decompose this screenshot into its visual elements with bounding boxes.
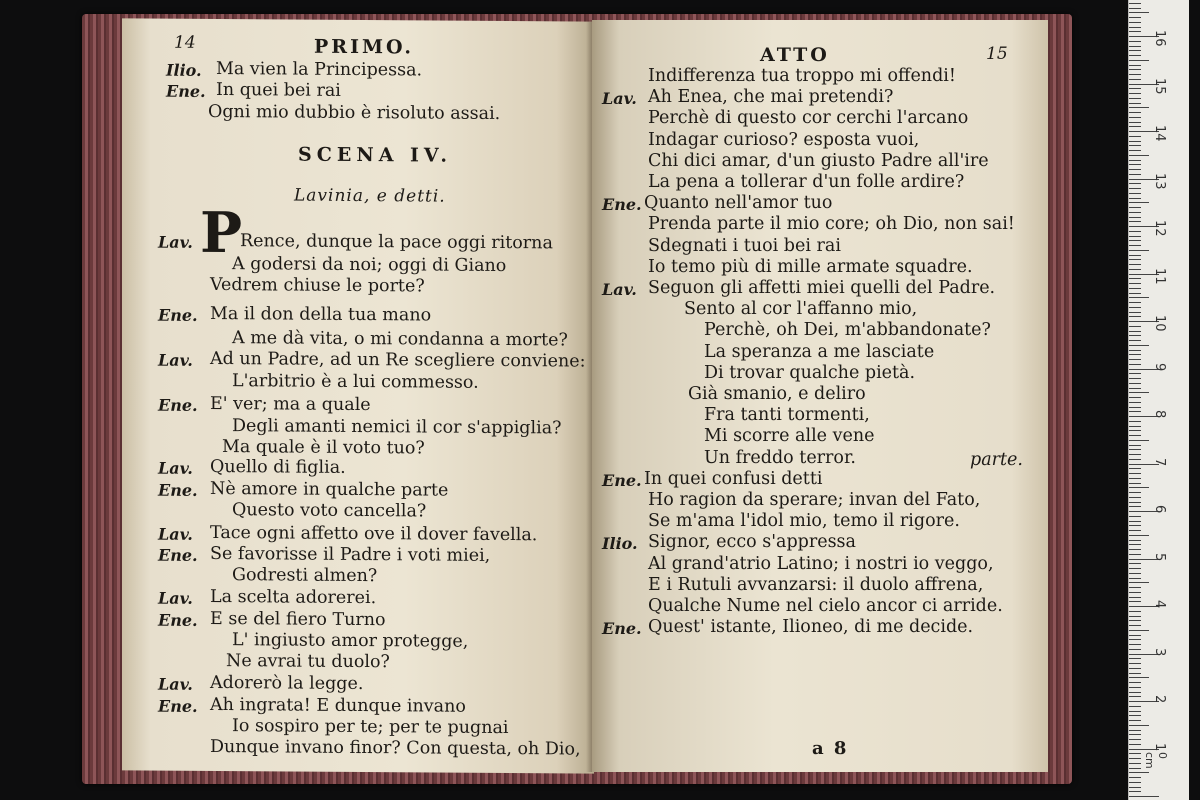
verse-line: Sdegnati i tuoi bei rai <box>648 236 841 256</box>
verse-line: In quei confusi detti <box>644 469 823 489</box>
ruler-tick <box>1129 141 1141 142</box>
ruler-tick <box>1129 744 1141 745</box>
ruler-tick <box>1129 98 1141 99</box>
ruler-number: 16 <box>1152 30 1167 47</box>
verse-line: Ne avrai tu duolo? <box>226 651 390 673</box>
verse-line: La speranza a me lasciate <box>704 342 935 362</box>
ruler-number: 4 <box>1152 600 1167 609</box>
verse-line: Mi scorre alle vene <box>704 426 875 446</box>
ruler-tick <box>1129 31 1141 32</box>
ruler-tick <box>1129 544 1141 545</box>
ruler-tick <box>1129 335 1141 336</box>
verse-line: Io sospiro per te; per te pugnai <box>232 716 509 739</box>
ruler-number: 1 <box>1152 742 1167 751</box>
verse-line: Quello di figlia. <box>210 456 346 478</box>
verse-line: A godersi da noi; oggi di Giano <box>232 254 507 277</box>
ruler-tick <box>1129 302 1141 303</box>
verse-line: Ah ingrata! E dunque invano <box>210 694 466 717</box>
ruler-tick <box>1129 22 1141 23</box>
ruler-tick <box>1129 293 1141 294</box>
verse-line: Prenda parte il mio core; oh Dio, non sai! <box>648 214 1015 234</box>
verse-line: Io temo più di mille armate squadre. <box>648 257 973 277</box>
ruler-tick <box>1129 378 1141 379</box>
ruler-tick <box>1129 454 1141 455</box>
ruler-tick <box>1129 297 1149 298</box>
ruler-tick <box>1129 188 1141 189</box>
ruler-tick <box>1129 430 1141 431</box>
ruler-tick <box>1129 730 1141 731</box>
verse-line: Quest' istante, Ilioneo, di me decide. <box>648 617 974 637</box>
verse-line: Perchè di questo cor cerchi l'arcano <box>648 108 969 128</box>
verse-line: La pena a tollerar d'un folle ardire? <box>648 172 965 192</box>
ruler-tick <box>1129 692 1141 693</box>
ruler-number: 7 <box>1152 457 1167 466</box>
ruler-tick <box>1129 478 1141 479</box>
ruler-tick <box>1129 573 1141 574</box>
right-running-head: ATTO <box>760 44 830 66</box>
ruler-tick <box>1129 421 1141 422</box>
ruler-number: 9 <box>1152 362 1167 371</box>
verse-line: Questo voto cancella? <box>232 500 427 522</box>
verse-line: Fra tanti tormenti, <box>704 405 870 425</box>
ruler-tick <box>1129 93 1141 94</box>
verse-line: Degli amanti nemici il cor s'appiglia? <box>232 416 562 439</box>
speaker: Ilio. <box>602 534 638 553</box>
ruler-tick <box>1129 644 1141 645</box>
ruler-tick <box>1129 540 1141 541</box>
ruler-tick <box>1129 639 1141 640</box>
ruler-tick <box>1129 459 1141 460</box>
ruler-tick <box>1129 530 1141 531</box>
speaker: Ene. <box>158 696 198 716</box>
ruler-tick <box>1129 597 1141 598</box>
verse-line: Ad un Padre, ad un Re scegliere conviene: <box>210 348 586 372</box>
ruler-tick <box>1129 50 1141 51</box>
ruler-tick <box>1129 207 1141 208</box>
ruler-tick <box>1129 307 1141 308</box>
right-page-number: 15 <box>986 44 1008 64</box>
verse-line: Ogni mio dubbio è risoluto assai. <box>208 101 501 124</box>
ruler-tick <box>1129 696 1141 697</box>
verse-line: Già smanio, e deliro <box>688 384 866 404</box>
ruler-number: 10 <box>1152 315 1167 332</box>
ruler-tick <box>1129 635 1141 636</box>
verse-line: Signor, ecco s'appressa <box>648 532 856 552</box>
ruler-tick <box>1129 74 1141 75</box>
ruler-tick <box>1129 27 1141 28</box>
ruler-tick <box>1129 359 1141 360</box>
ruler-tick <box>1129 240 1141 241</box>
ruler-tick <box>1129 193 1141 194</box>
ruler-tick <box>1129 658 1141 659</box>
ruler-tick <box>1129 492 1141 493</box>
ruler-tick <box>1129 17 1141 18</box>
left-page <box>122 18 594 773</box>
speaker: Ene. <box>158 545 198 565</box>
ruler-tick <box>1129 126 1141 127</box>
ruler-tick <box>1129 620 1141 621</box>
ruler-tick <box>1129 278 1141 279</box>
speaker: Lav. <box>602 280 637 299</box>
ruler-tick <box>1129 250 1149 251</box>
ruler-tick <box>1129 41 1141 42</box>
ruler-tick <box>1129 174 1141 175</box>
ruler-tick <box>1129 103 1141 104</box>
ruler-number: 12 <box>1152 220 1167 237</box>
ruler-tick <box>1129 468 1141 469</box>
scene-title: SCENA IV. <box>298 143 452 167</box>
verse-line: Tace ogni affetto ove il dover favella. <box>210 522 538 546</box>
ruler-tick <box>1129 122 1141 123</box>
measuring-ruler <box>1128 0 1189 800</box>
speaker: Ene. <box>602 471 642 490</box>
ruler-tick <box>1129 768 1141 769</box>
verse-line: Quanto nell'amor tuo <box>644 193 833 213</box>
ruler-tick <box>1129 426 1141 427</box>
ruler-tick <box>1129 388 1141 389</box>
ruler-tick <box>1129 587 1141 588</box>
ruler-tick <box>1129 407 1141 408</box>
right-page <box>592 20 1048 772</box>
ruler-tick <box>1129 440 1149 441</box>
ruler-tick <box>1129 487 1149 488</box>
verse-line: Ma vien la Principessa. <box>216 59 423 81</box>
ruler-tick <box>1129 65 1141 66</box>
ruler-tick <box>1129 734 1141 735</box>
verse-line: In quei bei rai <box>216 80 341 101</box>
ruler-tick <box>1129 8 1141 9</box>
verse-line: L'arbitrio è a lui commesso. <box>232 371 479 393</box>
ruler-tick <box>1129 502 1141 503</box>
ruler-tick <box>1129 706 1141 707</box>
ruler-tick <box>1129 711 1141 712</box>
ruler-tick <box>1129 364 1141 365</box>
speaker: Ene. <box>158 305 198 325</box>
ruler-tick <box>1129 521 1141 522</box>
ruler-tick <box>1129 145 1141 146</box>
ruler-tick <box>1129 79 1141 80</box>
ruler-tick <box>1129 397 1141 398</box>
verse-line: Rence, dunque la pace oggi ritorna <box>240 231 553 254</box>
ruler-tick <box>1129 677 1149 678</box>
ruler-tick <box>1129 663 1141 664</box>
verse-line: Godresti almen? <box>232 565 378 587</box>
ruler-tick <box>1129 739 1141 740</box>
verse-line: E i Rutuli avvanzarsi: il duolo affrena, <box>648 575 984 595</box>
ruler-number: 15 <box>1152 77 1167 95</box>
ruler-tick <box>1129 245 1141 246</box>
speaker: Ene. <box>158 610 198 630</box>
ruler-tick <box>1129 673 1141 674</box>
signature-mark: a 8 <box>812 738 849 759</box>
speaker: Lav. <box>158 588 193 608</box>
ruler-number: 8 <box>1152 410 1167 419</box>
ruler-tick <box>1129 331 1141 332</box>
speaker: Ilio. <box>166 60 202 80</box>
ruler-tick <box>1129 55 1141 56</box>
verse-line: Ma il don della tua mano <box>210 303 432 326</box>
verse-line: Indagar curioso? esposta vuoi, <box>648 130 920 150</box>
ruler-tick <box>1129 217 1141 218</box>
verse-line: Se favorisse il Padre i voti miei, <box>210 543 491 566</box>
ruler-tick <box>1129 782 1141 783</box>
ruler-tick <box>1129 350 1141 351</box>
ruler-tick <box>1129 202 1149 203</box>
verse-line: Qualche Nume nel cielo ancor ci arride. <box>648 596 1003 616</box>
ruler-tick <box>1129 136 1141 137</box>
speaker: Lav. <box>158 674 193 694</box>
ruler-tick <box>1129 720 1141 721</box>
verse-line: Adorerò la legge. <box>210 672 364 695</box>
ruler-tick <box>1129 269 1141 270</box>
ruler-tick <box>1129 283 1141 284</box>
ruler-tick <box>1129 725 1149 726</box>
ruler-tick <box>1129 183 1141 184</box>
speaker: Ene. <box>602 195 642 214</box>
verse-line: Indifferenza tua troppo mi offendi! <box>648 66 956 86</box>
exit-note: parte. <box>970 450 1023 470</box>
ruler-tick <box>1129 497 1141 498</box>
ruler-tick <box>1129 411 1141 412</box>
ruler-tick <box>1129 715 1141 716</box>
ruler-tick <box>1129 668 1141 669</box>
verse-line: Perchè, oh Dei, m'abbandonate? <box>704 320 991 340</box>
verse-line: E se del fiero Turno <box>210 608 386 631</box>
ruler-tick <box>1129 46 1141 47</box>
speaker: Lav. <box>158 350 193 370</box>
ruler-tick <box>1129 231 1141 232</box>
ruler-tick <box>1129 107 1149 108</box>
ruler-tick <box>1129 791 1141 792</box>
left-running-head: PRIMO. <box>314 35 415 59</box>
ruler-tick <box>1129 354 1141 355</box>
speaker: Ene. <box>158 480 198 500</box>
speaker: Lav. <box>158 232 193 252</box>
ruler-tick <box>1129 601 1141 602</box>
verse-line: Vedrem chiuse le porte? <box>210 274 425 297</box>
ruler-tick <box>1129 117 1141 118</box>
ruler-number: 11 <box>1152 267 1167 285</box>
ruler-tick <box>1129 316 1141 317</box>
speaker: Ene. <box>602 619 642 638</box>
ruler-tick <box>1129 112 1141 113</box>
ruler-number: 14 <box>1152 125 1167 142</box>
ruler-tick <box>1129 383 1141 384</box>
ruler-tick <box>1129 616 1141 617</box>
ruler-tick <box>1129 506 1141 507</box>
speaker: Ene. <box>166 81 206 101</box>
verse-line: Sento al cor l'affanno mio, <box>684 299 918 319</box>
ruler-tick <box>1129 516 1141 517</box>
ruler-tick <box>1129 535 1149 536</box>
ruler-tick <box>1129 483 1141 484</box>
ruler-tick <box>1129 682 1141 683</box>
verse-line: La scelta adorerei. <box>210 586 377 609</box>
ruler-number: 5 <box>1152 552 1167 561</box>
ruler-tick <box>1129 582 1149 583</box>
ruler-tick <box>1129 373 1141 374</box>
ruler-tick <box>1129 288 1141 289</box>
verse-line: Se m'ama l'idol mio, temo il rigore. <box>648 511 960 531</box>
ruler-tick <box>1129 473 1141 474</box>
ruler-tick <box>1129 221 1141 222</box>
ruler-tick <box>1129 568 1141 569</box>
ruler-tick <box>1129 549 1141 550</box>
ruler-tick <box>1129 164 1141 165</box>
ruler-tick <box>1129 236 1141 237</box>
verse-line: Chi dici amar, d'un giusto Padre all'ire <box>648 151 989 171</box>
ruler-tick <box>1129 169 1141 170</box>
ruler-tick <box>1129 787 1141 788</box>
verse-line: Ah Enea, che mai pretendi? <box>648 87 894 107</box>
ruler-tick <box>1129 611 1141 612</box>
verse-line: Un freddo terror. <box>704 448 856 468</box>
ruler-tick <box>1129 88 1141 89</box>
ruler-tick <box>1129 392 1149 393</box>
ruler-tick <box>1129 69 1141 70</box>
verse-line: Dunque invano finor? Con questa, oh Dio, <box>210 736 581 760</box>
ruler-tick <box>1129 402 1141 403</box>
ruler-tick <box>1129 259 1141 260</box>
ruler-tick <box>1129 554 1141 555</box>
ruler-tick <box>1129 445 1141 446</box>
verse-line: Ho ragion da sperare; invan del Fato, <box>648 490 981 510</box>
speaker: Lav. <box>602 89 637 108</box>
verse-line: Di trovar qualche pietà. <box>704 363 916 383</box>
ruler-tick <box>1129 625 1141 626</box>
ruler-tick <box>1129 160 1141 161</box>
verse-line: Ma quale è il voto tuo? <box>222 437 425 459</box>
ruler-tick <box>1129 155 1149 156</box>
verse-line: L' ingiusto amor protegge, <box>232 630 469 652</box>
ruler-tick <box>1129 198 1141 199</box>
stage-direction: Lavinia, e detti. <box>294 185 446 207</box>
ruler-tick <box>1129 264 1141 265</box>
ruler-number: 13 <box>1152 172 1167 190</box>
speaker: Lav. <box>158 524 193 544</box>
ruler-number: 2 <box>1152 695 1167 704</box>
verse-line: Al grand'atrio Latino; i nostri io veggo, <box>648 554 994 574</box>
ruler-tick <box>1129 212 1141 213</box>
ruler-tick <box>1129 150 1141 151</box>
ruler-tick <box>1129 772 1149 773</box>
ruler-tick <box>1129 777 1141 778</box>
ruler-tick <box>1129 255 1141 256</box>
ruler-tick <box>1129 3 1141 4</box>
ruler-tick <box>1129 60 1149 61</box>
ruler-tick <box>1129 758 1141 759</box>
verse-line: A me dà vita, o mi condanna a morte? <box>232 328 568 351</box>
speaker: Ene. <box>158 395 198 415</box>
speaker: Lav. <box>158 458 193 478</box>
ruler-tick <box>1129 340 1141 341</box>
drop-cap: P <box>200 199 243 267</box>
ruler-tick <box>1129 449 1141 450</box>
ruler-tick <box>1129 525 1141 526</box>
verse-line: E' ver; ma a quale <box>210 393 371 416</box>
ruler-tick <box>1129 312 1141 313</box>
ruler-unit-label: 0 cm <box>1143 752 1169 769</box>
verse-line: Nè amore in qualche parte <box>210 478 449 501</box>
ruler-tick <box>1129 630 1149 631</box>
left-page-number: 14 <box>174 32 196 53</box>
ruler-tick <box>1129 326 1141 327</box>
verse-line: Seguon gli affetti miei quelli del Padre. <box>648 278 996 298</box>
ruler-tick <box>1129 753 1141 754</box>
ruler-tick <box>1129 435 1141 436</box>
ruler-number: 3 <box>1152 647 1167 656</box>
ruler-tick <box>1129 763 1141 764</box>
ruler-tick <box>1129 592 1141 593</box>
ruler-tick <box>1129 12 1149 13</box>
ruler-tick <box>1129 687 1141 688</box>
ruler-number: 6 <box>1152 505 1167 514</box>
ruler-tick <box>1129 578 1141 579</box>
ruler-tick <box>1129 649 1141 650</box>
ruler-tick <box>1129 796 1159 797</box>
ruler-tick <box>1129 345 1149 346</box>
ruler-tick <box>1129 563 1141 564</box>
